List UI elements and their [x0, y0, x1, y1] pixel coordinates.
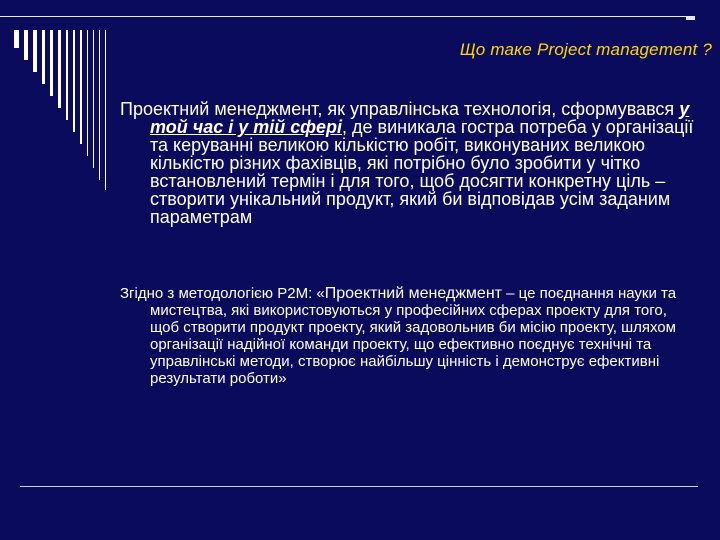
paragraph2-text-start: Згідно з методологією Р2М: « [120, 285, 325, 302]
paragraph1-text-end: , де виникала гостра потреба у організації та керуванні великою кількістю робіт, виконуваних великою кількістю різних фахівців, які потрібно було зробити у чітко встановлений термін і для того, щоб досягти конкретну ціль – створити унікальний продукт, який би відповідав усім заданим параметрам [150, 117, 694, 227]
decorative-bar [33, 30, 37, 72]
paragraph1-text-start: Проектний менеджмент, як управлінська технологія, сформувався [120, 99, 680, 119]
top-divider-end [686, 16, 695, 20]
paragraph-p2m-definition [120, 285, 695, 387]
paragraph2-term: Проектний менеджмент [324, 285, 502, 302]
decorative-bar [87, 30, 88, 156]
top-divider [0, 16, 695, 17]
slide-title: Що таке Project management ? [459, 40, 712, 59]
decorative-bar [58, 30, 61, 108]
decorative-bars [14, 30, 104, 190]
decorative-bar [105, 30, 106, 190]
decorative-bar [14, 30, 19, 48]
paragraph-definition-history [120, 100, 700, 226]
decorative-bar [99, 30, 100, 180]
paragraph2-text-end: – це поєднання науки та мистецтва, які використовуються у професійних сферах проекту для того, щоб створити продукт проекту, який задовольнив би місію проекту, шляхом організації надійної команди проекту, що ефективно поєднує технічні та управлінські методи, створює найбільшу цінність і демонструє ефективні результати роботи» [150, 285, 677, 387]
decorative-bar [73, 30, 75, 132]
decorative-bar [24, 30, 28, 60]
decorative-bar [93, 30, 94, 168]
decorative-bar [80, 30, 82, 144]
decorative-bar [66, 30, 68, 120]
decorative-bar [50, 30, 53, 96]
decorative-bar [42, 30, 45, 84]
paragraph1-emphasis: у той час і у тій сфері [150, 99, 690, 137]
bottom-divider [20, 486, 698, 487]
